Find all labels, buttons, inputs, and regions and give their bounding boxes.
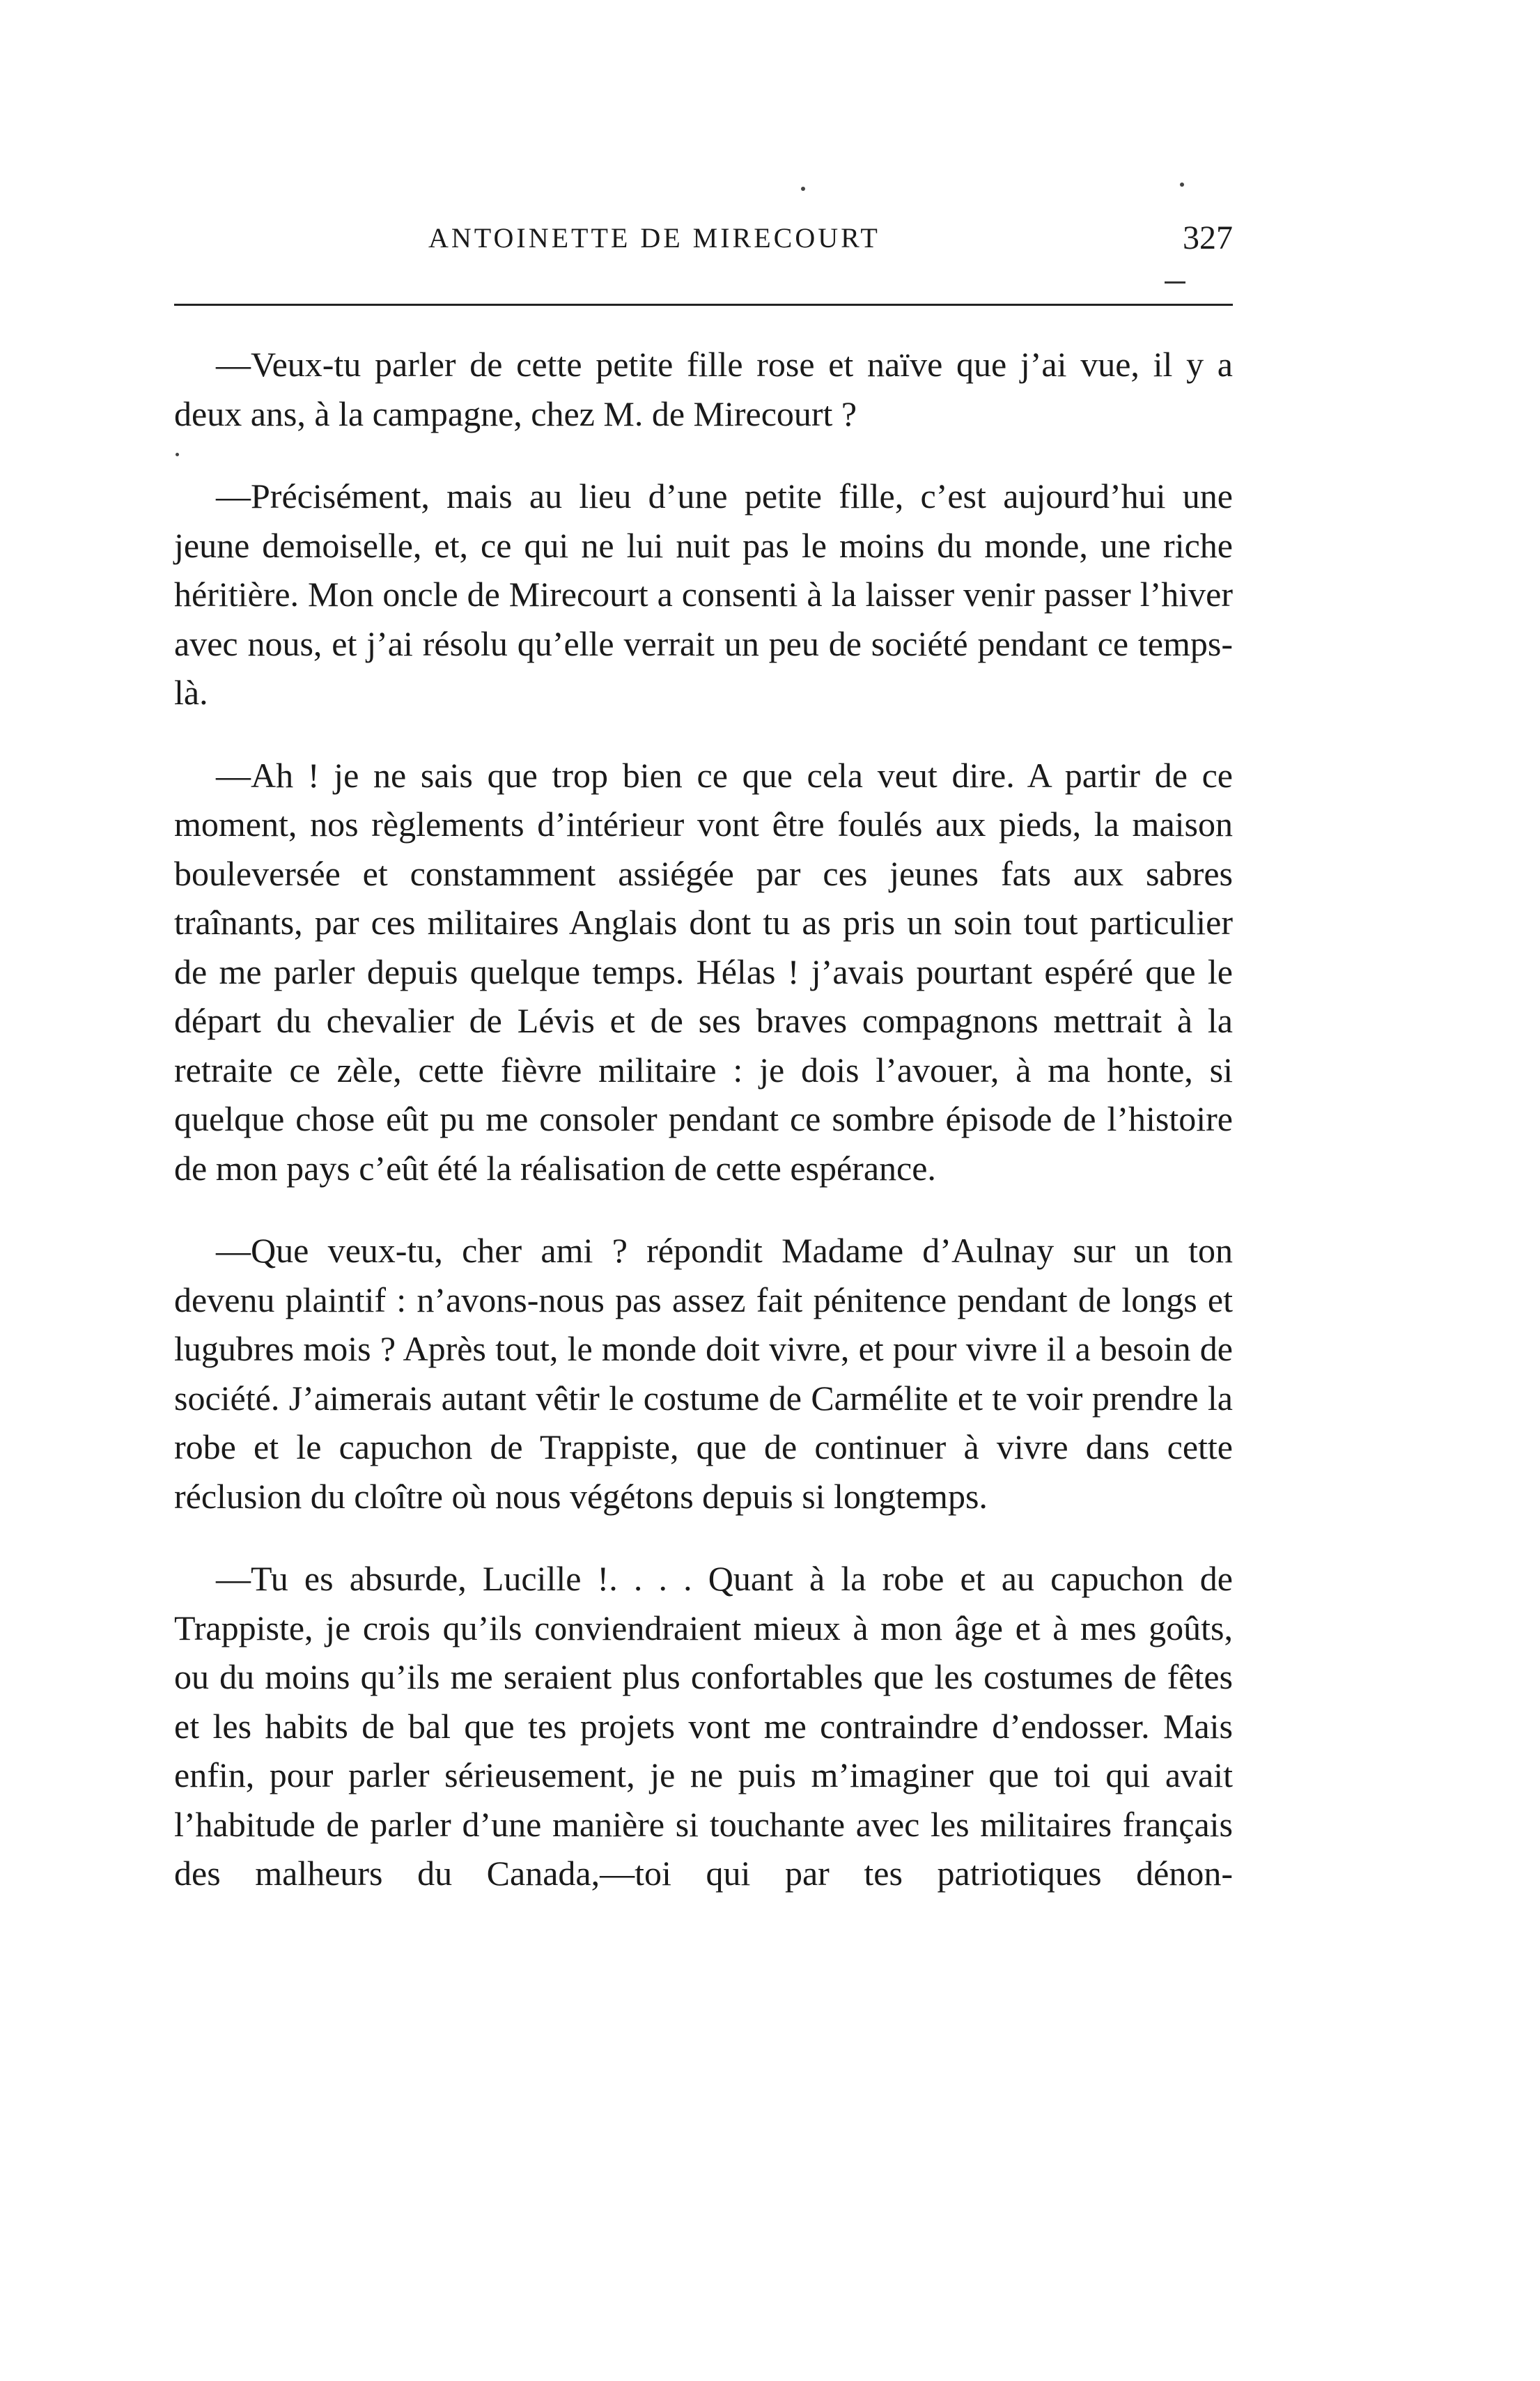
paragraph: —Ah ! je ne sais que trop bien ce que cela veut dire. A partir de ce moment, nos règlements d’intérieur vont être foulés aux pieds, la maison bouleversée et constamment assiégée par ces jeunes fats aux sabres traînants, par ces militaires Anglais dont tu as pris un soin tout particulier de me parler depuis quelque temps. Hélas ! j’avais pourtant espéré que le départ du chevalier de Lévis et de ses braves compagnons mettrait à la retraite ce zèle, cette fièvre militaire : je dois l’avouer, à ma honte, si quelque chose eût pu me consoler pendant ce sombre épisode de l’histoire de mon pays c’eût été la réalisation de cette espérance. bbox=[174, 755, 1233, 1188]
paragraph: —Précisément, mais au lieu d’une petite fille, c’est aujourd’hui une jeune demoiselle, et, ce qui ne lui nuit pas le moins du monde, une riche héritière. Mon oncle de Mirecourt a consenti à la laisser venir passer l’hiver avec nous, et j’ai résolu qu’elle verrait un peu de société pendant ce temps-là. bbox=[174, 476, 1233, 712]
page-number: 327 bbox=[1183, 219, 1233, 256]
header-rule bbox=[174, 304, 1233, 306]
paragraph: —Veux-tu parler de cette petite fille rose et naïve que j’ai vue, il y a deux ans, à la campagne, chez M. de Mirecourt ? bbox=[174, 345, 1233, 433]
paragraph: —Tu es absurde, Lucille !. . . . Quant à la robe et au capuchon de Trappiste, je crois qu’ils conviendraient mieux à mon âge et à mes goûts, ou du moins qu’ils me seraient plus confortables que les costumes de fêtes et les habits de bal que tes projets vont me contraindre d’endosser. Mais enfin, pour parler sérieusement, je ne puis m’imaginer que toi qui avait l’habitude de parler d’une manière si touchante avec les militaires français des malheurs du Canada,—toi qui par tes patriotiques dénon- bbox=[174, 1559, 1233, 1893]
paragraph: —Que veux-tu, cher ami ? répondit Madame d’Aulnay sur un ton devenu plaintif : n’avons-nous pas assez fait pénitence pendant de longs et lugubres mois ? Après tout, le monde doit vivre, et pour vivre il a besoin de société. J’aimerais autant vêtir le costume de Carmélite et te voir prendre la robe et le capuchon de Trappiste, que de continuer à vivre dans cette réclusion du cloître où nous végétons depuis si longtemps. bbox=[174, 1231, 1233, 1516]
print-speck bbox=[801, 187, 805, 191]
running-title: ANTOINETTE DE MIRECOURT bbox=[428, 222, 880, 254]
page-header bbox=[174, 219, 1233, 263]
print-speck bbox=[1180, 183, 1184, 187]
header-tick-mark bbox=[1165, 281, 1185, 284]
body-text bbox=[174, 340, 1233, 1898]
